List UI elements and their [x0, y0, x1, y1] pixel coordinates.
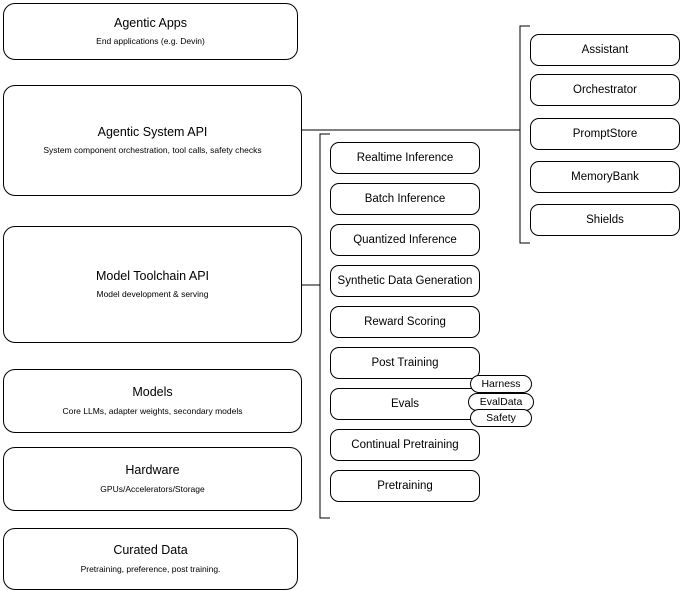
layer-title: Curated Data	[113, 543, 188, 558]
layer-agentic-system-api[interactable]	[3, 85, 302, 196]
component-continual-pretraining[interactable]: Continual Pretraining	[330, 429, 480, 461]
component-quantized-inference[interactable]: Quantized Inference	[330, 224, 480, 256]
component-post-training[interactable]: Post Training	[330, 347, 480, 379]
component-memorybank[interactable]: MemoryBank	[530, 161, 680, 193]
component-assistant[interactable]: Assistant	[530, 34, 680, 66]
layer-title: Model Toolchain API	[95, 268, 210, 283]
layer-subtitle: Pretraining, preference, post training.	[80, 563, 221, 574]
layer-subtitle: End applications (e.g. Devin)	[96, 36, 205, 47]
component-orchestrator[interactable]: Orchestrator	[530, 74, 680, 106]
component-pretraining[interactable]: Pretraining	[330, 470, 480, 502]
component-reward-scoring[interactable]: Reward Scoring	[330, 306, 480, 338]
layer-title: Hardware	[125, 463, 180, 478]
component-synthetic-data-generation[interactable]: Synthetic Data Generation	[330, 265, 480, 297]
component-realtime-inference[interactable]: Realtime Inference	[330, 142, 480, 174]
layer-subtitle: System component orchestration, tool calls, safety checks	[43, 145, 262, 156]
layer-title: Models	[132, 385, 173, 400]
component-evals[interactable]: Evals	[330, 388, 480, 420]
layer-model-toolchain-api[interactable]	[3, 226, 302, 343]
layer-subtitle: Core LLMs, adapter weights, secondary models	[62, 405, 243, 416]
layer-models[interactable]	[3, 369, 302, 433]
component-promptstore[interactable]: PromptStore	[530, 118, 680, 150]
tag-harness[interactable]: Harness	[470, 375, 532, 393]
layer-title: Agentic System API	[97, 124, 208, 139]
layer-agentic-apps[interactable]	[3, 3, 298, 60]
tag-safety[interactable]: Safety	[470, 409, 532, 427]
tag-evaldata[interactable]: EvalData	[468, 393, 534, 411]
layer-subtitle: Model development & serving	[96, 289, 209, 300]
layer-curated-data[interactable]	[3, 528, 298, 590]
layer-subtitle: GPUs/Accelerators/Storage	[100, 483, 205, 494]
layer-title: Agentic Apps	[114, 15, 187, 30]
component-shields[interactable]: Shields	[530, 204, 680, 236]
component-batch-inference[interactable]: Batch Inference	[330, 183, 480, 215]
layer-hardware[interactable]	[3, 447, 302, 511]
